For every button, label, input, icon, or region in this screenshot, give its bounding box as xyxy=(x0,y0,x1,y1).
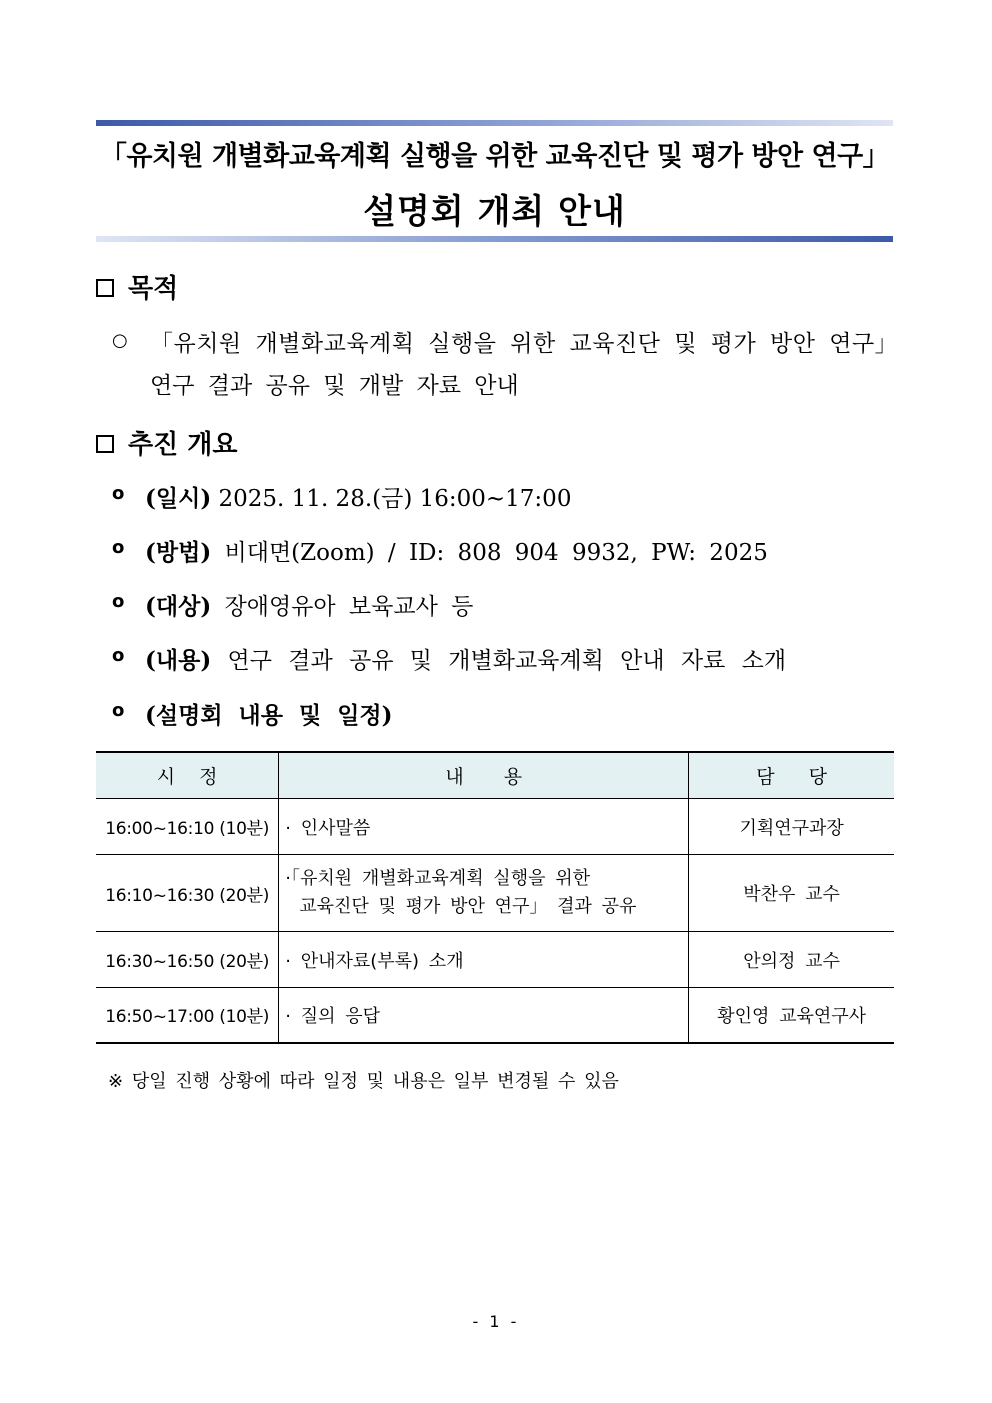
checkbox-square-icon xyxy=(96,435,114,453)
schedule-content-line: · 인사말씀 xyxy=(285,817,371,839)
overview-item-method-value: 비대면(Zoom) / ID: 808 904 9932, PW: 2025 xyxy=(224,540,768,566)
bullet-o-icon: o xyxy=(112,645,125,666)
schedule-content xyxy=(279,855,689,932)
schedule-time: 16:30~16:50 (20분) xyxy=(96,932,279,988)
overview-item-content-label: (내용) xyxy=(145,647,212,674)
schedule-content-line: 교육진단 및 평가 방안 연구」 결과 공유 xyxy=(299,896,637,917)
schedule-header-time-label: 시 정 xyxy=(156,766,218,788)
schedule-time: 16:00~16:10 (10분) xyxy=(96,799,279,855)
section-heading-overview-label: 추진 개요 xyxy=(128,430,238,460)
overview-item-schedule-label: (설명회 내용 및 일정) xyxy=(145,702,393,729)
schedule-content-line: · 질의 응답 xyxy=(285,1005,380,1027)
overview-item-target xyxy=(145,588,473,621)
table-row xyxy=(96,932,894,988)
schedule-header-owner xyxy=(689,752,894,799)
overview-item-content-value: 연구 결과 공유 및 개별화교육계획 안내 자료 소개 xyxy=(227,648,787,674)
schedule-header-owner-label: 담 당 xyxy=(756,766,827,788)
purpose-line-1: 「유치원 개별화교육계획 실행을 위한 교육진단 및 평가 방안 연구」 xyxy=(150,331,899,357)
bullet-o-icon: o xyxy=(112,700,125,721)
overview-item-date-label: (일시) xyxy=(145,485,212,512)
overview-item-date xyxy=(145,480,571,513)
schedule-owner: 황인영 교육연구사 xyxy=(689,988,894,1043)
overview-item-date-value: 2025. 11. 28.(금) 16:00~17:00 xyxy=(218,486,572,512)
schedule-owner: 기획연구과장 xyxy=(689,799,894,855)
table-row xyxy=(96,988,894,1043)
schedule-header-time xyxy=(96,752,279,799)
bullet-o-icon: o xyxy=(112,537,125,558)
overview-item-content xyxy=(145,642,786,675)
bullet-o-icon: o xyxy=(112,591,125,612)
schedule-content xyxy=(279,932,689,988)
schedule-header-content xyxy=(279,752,689,799)
schedule-content xyxy=(279,799,689,855)
schedule-content-line: ·「유치원 개별화교육계획 실행을 위한 xyxy=(285,868,590,889)
schedule-content xyxy=(279,988,689,1043)
schedule-owner: 박찬우 교수 xyxy=(689,855,894,932)
schedule-content-line: · 안내자료(부록) 소개 xyxy=(285,950,464,972)
schedule-time: 16:50~17:00 (10분) xyxy=(96,988,279,1043)
overview-item-target-value: 장애영유아 보육교사 등 xyxy=(224,594,474,620)
document-title: 「유치원 개별화교육계획 실행을 위한 교육진단 및 평가 방안 연구」 xyxy=(99,141,890,172)
bullet-circle-icon: ○ xyxy=(112,330,128,351)
document-subtitle: 설명회 개최 안내 xyxy=(363,192,626,232)
schedule-note: ※ 당일 진행 상황에 따라 일정 및 내용은 일부 변경될 수 있음 xyxy=(108,1071,619,1092)
section-heading-purpose-label: 목적 xyxy=(128,274,179,304)
schedule-owner: 안의정 교수 xyxy=(689,932,894,988)
overview-item-method-label: (방법) xyxy=(145,539,212,566)
page-number: - 1 - xyxy=(472,1312,520,1331)
section-heading-overview xyxy=(96,424,238,461)
section-heading-purpose xyxy=(96,268,178,305)
table-row xyxy=(96,855,894,932)
checkbox-square-icon xyxy=(96,279,114,297)
bullet-o-icon: o xyxy=(112,483,125,504)
schedule-header-row xyxy=(96,752,894,799)
title-bottom-rule xyxy=(96,236,893,242)
schedule-header-content-label: 내 용 xyxy=(445,766,523,788)
overview-item-method xyxy=(145,534,768,567)
overview-item-target-label: (대상) xyxy=(145,593,212,620)
purpose-line-2: 연구 결과 공유 및 개발 자료 안내 xyxy=(150,373,519,399)
schedule-table xyxy=(96,751,894,1044)
schedule-time: 16:10~16:30 (20분) xyxy=(96,855,279,932)
table-row xyxy=(96,799,894,855)
title-top-rule xyxy=(96,120,893,126)
